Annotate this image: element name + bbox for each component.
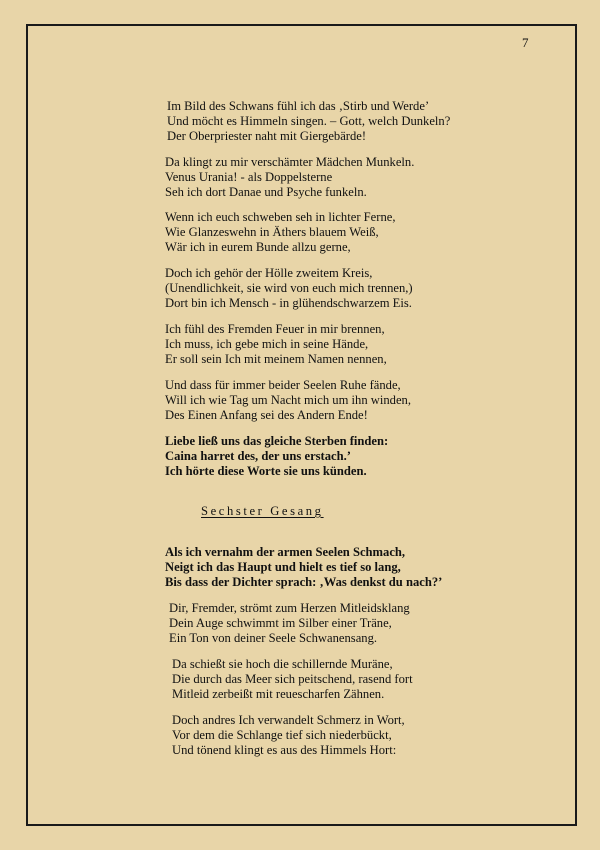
page-border: [26, 24, 577, 826]
page-number: 7: [522, 35, 529, 50]
poem-line: Will ich wie Tag um Nacht mich um ihn winden,: [165, 392, 412, 407]
poem-line: Er soll sein Ich mit meinem Namen nennen,: [165, 351, 387, 366]
poem-line: Neigt ich das Haupt und hielt es tief so lang,: [165, 559, 401, 574]
poem-line: Liebe ließ uns das gleiche Sterben finden:: [165, 434, 389, 448]
poem-line: Bis dass der Dichter sprach: ‚Was denkst du nach?’: [165, 574, 443, 589]
poem-line: Doch ich gehör der Hölle zweitem Kreis,: [165, 266, 373, 280]
poem-line: Doch andres Ich verwandelt Schmerz in Wort,: [172, 713, 405, 727]
poem-line: Ich hörte diese Worte sie uns künden.: [165, 463, 367, 478]
poem-line: Ich fühl des Fremden Feuer in mir brennen,: [165, 322, 385, 336]
poem-line: Des Einen Anfang sei des Andern Ende!: [165, 407, 368, 422]
poem-line: Ein Ton von deiner Seele Schwanensang.: [169, 630, 378, 645]
poem-line: Da klingt zu mir verschämter Mädchen Munkeln.: [165, 155, 415, 169]
stanza-8: [165, 545, 442, 589]
poem-line: Wär ich in eurem Bunde allzu gerne,: [165, 239, 351, 254]
poem-line: Und dass für immer beider Seelen Ruhe fände,: [165, 378, 401, 392]
poem-line: Als ich vernahm der armen Seelen Schmach,: [165, 545, 406, 559]
stanza-4: [165, 266, 413, 310]
stanza-11: [172, 713, 405, 757]
poem-line: Dir, Fremder, strömt zum Herzen Mitleidsklang: [169, 601, 410, 615]
poem-line: Und möcht es Himmeln singen. – Gott, welch Dunkeln?: [167, 113, 451, 128]
poem-line: Vor dem die Schlange tief sich niederbückt,: [172, 727, 392, 742]
stanza-2: [165, 155, 414, 199]
poem-line: (Unendlichkeit, sie wird von euch mich trennen,): [165, 280, 413, 295]
stanza-5: [165, 322, 387, 366]
stanza-9: [169, 601, 410, 645]
poem-line: Mitleid zerbeißt mit reuescharfen Zähnen.: [172, 686, 385, 701]
poem-line: Der Oberpriester naht mit Giergebärde!: [167, 128, 367, 143]
poem-line: Und tönend klingt es aus des Himmels Hort:: [172, 742, 397, 757]
stanza-3: [165, 210, 396, 254]
poem-line: Venus Urania! - als Doppelsterne: [165, 169, 333, 184]
stanza-1: [167, 99, 450, 143]
poem-line: Dein Auge schwimmt im Silber einer Träne,: [169, 615, 392, 630]
poem-line: Wie Glanzeswehn in Äthers blauem Weiß,: [165, 224, 379, 239]
poem-line: Seh ich dort Danae und Psyche funkeln.: [165, 184, 367, 199]
stanza-6: [165, 378, 411, 422]
canto-heading: Sechster Gesang: [201, 504, 324, 518]
poem-line: Caina harret des, der uns erstach.’: [165, 448, 351, 463]
poem-line: Da schießt sie hoch die schillernde Muräne,: [172, 657, 393, 671]
poem-line: Im Bild des Schwans fühl ich das ‚Stirb und Werde’: [167, 99, 430, 113]
stanza-10: [172, 657, 413, 701]
poem-line: Wenn ich euch schweben seh in lichter Ferne,: [165, 210, 396, 224]
poem-line: Dort bin ich Mensch - in glühendschwarzem Eis.: [165, 295, 412, 310]
poem-line: Die durch das Meer sich peitschend, rasend fort: [172, 671, 413, 686]
poem-line: Ich muss, ich gebe mich in seine Hände,: [165, 336, 369, 351]
stanza-7: [165, 434, 388, 478]
